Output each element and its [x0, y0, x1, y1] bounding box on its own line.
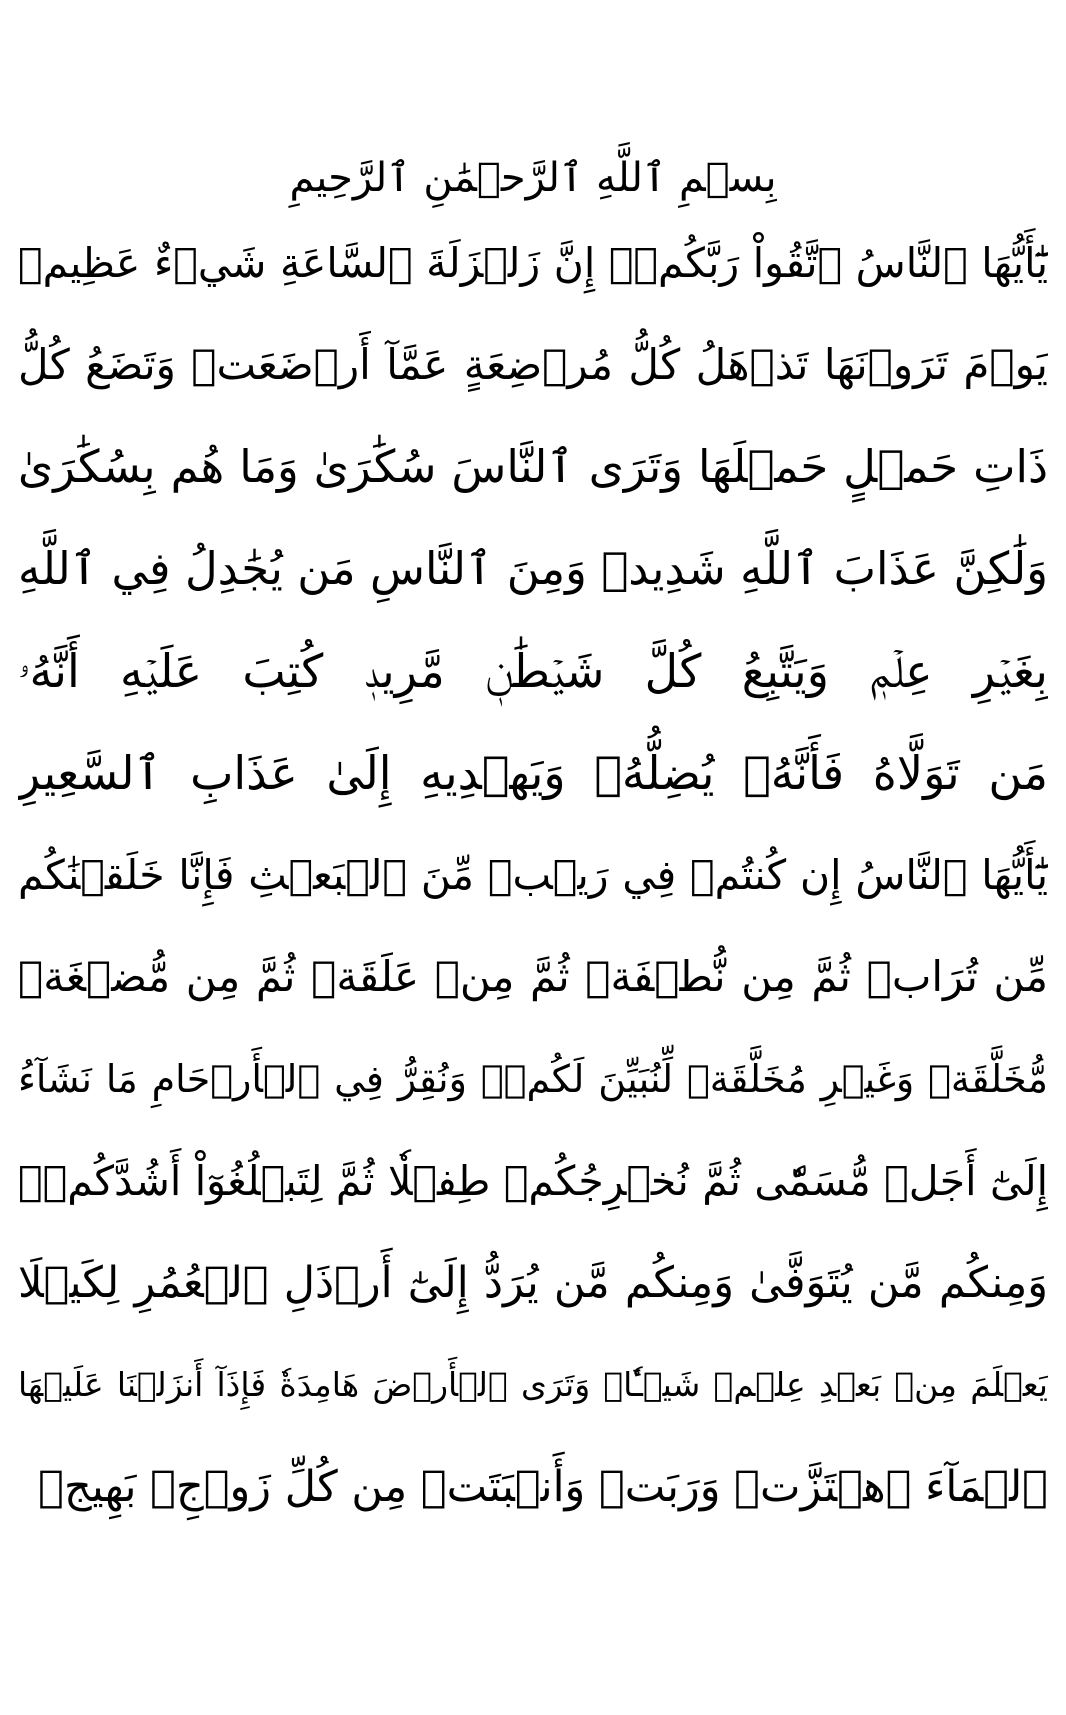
basmala-header: بِسۡمِ ٱللَّهِ ٱلرَّحۡمَٰنِ ٱلرَّحِيمِ	[289, 155, 777, 201]
verse-line-10: إِلَىٰٓ أَجَلٖ مُّسَمّٗى ثُمَّ نُخۡرِجُكُمۡ طِفۡلٗا ثُمَّ لِتَبۡلُغُوٓاْ أَشُدَّكُمۡۖ	[18, 1157, 1048, 1205]
verse-line-7: يَٰٓأَيُّهَا ٱلنَّاسُ إِن كُنتُمۡ فِي رَيۡبٖ مِّنَ ٱلۡبَعۡثِ فَإِنَّا خَلَقۡنَٰكُم	[18, 851, 1048, 899]
verse-line-2: يَوۡمَ تَرَوۡنَهَا تَذۡهَلُ كُلُّ مُرۡضِعَةٍ عَمَّآ أَرۡضَعَتۡ وَتَضَعُ كُلُّ	[18, 340, 1048, 389]
verse-line-13: ٱلۡمَآءَ ٱهۡتَزَّتۡ وَرَبَتۡ وَأَنۢبَتَتۡ مِن كُلِّ زَوۡجِۭ بَهِيجٖ	[38, 1462, 1048, 1512]
verse-line-1: يَٰٓأَيُّهَا ٱلنَّاسُ ٱتَّقُواْ رَبَّكُمۡۚ إِنَّ زَلۡزَلَةَ ٱلسَّاعَةِ شَيۡءٌ عَظِيمٞ	[18, 239, 1048, 287]
verse-line-6: مَن تَوَلَّاهُ فَأَنَّهُۥ يُضِلُّهُۥ وَيَهۡدِيهِ إِلَىٰ عَذَابِ ٱلسَّعِيرِ	[18, 746, 1048, 800]
verse-line-12: يَعۡلَمَ مِنۢ بَعۡدِ عِلۡمٖ شَيۡـٔٗاۚ وَتَرَى ٱلۡأَرۡضَ هَامِدَةٗ فَإِذَآ أَنزَلۡنَا عَلَيۡهَا	[18, 1365, 1048, 1404]
verse-line-8: مِّن تُرَابٖ ثُمَّ مِن نُّطۡفَةٖ ثُمَّ مِنۡ عَلَقَةٖ ثُمَّ مِن مُّضۡغَةٖ	[18, 952, 1048, 1001]
verse-line-5: بِغَيۡرِ عِلۡمٖ وَيَتَّبِعُ كُلَّ شَيۡطَٰنٖ مَّرِيدٖ كُتِبَ عَلَيۡهِ أَنَّهُۥ	[18, 644, 1048, 698]
verse-line-3: ذَاتِ حَمۡلٍ حَمۡلَهَا وَتَرَى ٱلنَّاسَ سُكَٰرَىٰ وَمَا هُم بِسُكَٰرَىٰ	[18, 440, 1048, 493]
verse-line-4: وَلَٰكِنَّ عَذَابَ ٱللَّهِ شَدِيدٞ وَمِنَ ٱلنَّاسِ مَن يُجَٰدِلُ فِي ٱللَّهِ	[18, 542, 1048, 595]
verse-line-11: وَمِنكُم مَّن يُتَوَفَّىٰ وَمِنكُم مَّن يُرَدُّ إِلَىٰٓ أَرۡذَلِ ٱلۡعُمُرِ لِكَيۡلَا	[18, 1258, 1048, 1308]
verse-line-9: مُّخَلَّقَةٖ وَغَيۡرِ مُخَلَّقَةٖ لِّنُبَيِّنَ لَكُمۡۚ وَنُقِرُّ فِي ٱلۡأَرۡحَامِ مَا نَشَآءُ	[18, 1057, 1048, 1101]
